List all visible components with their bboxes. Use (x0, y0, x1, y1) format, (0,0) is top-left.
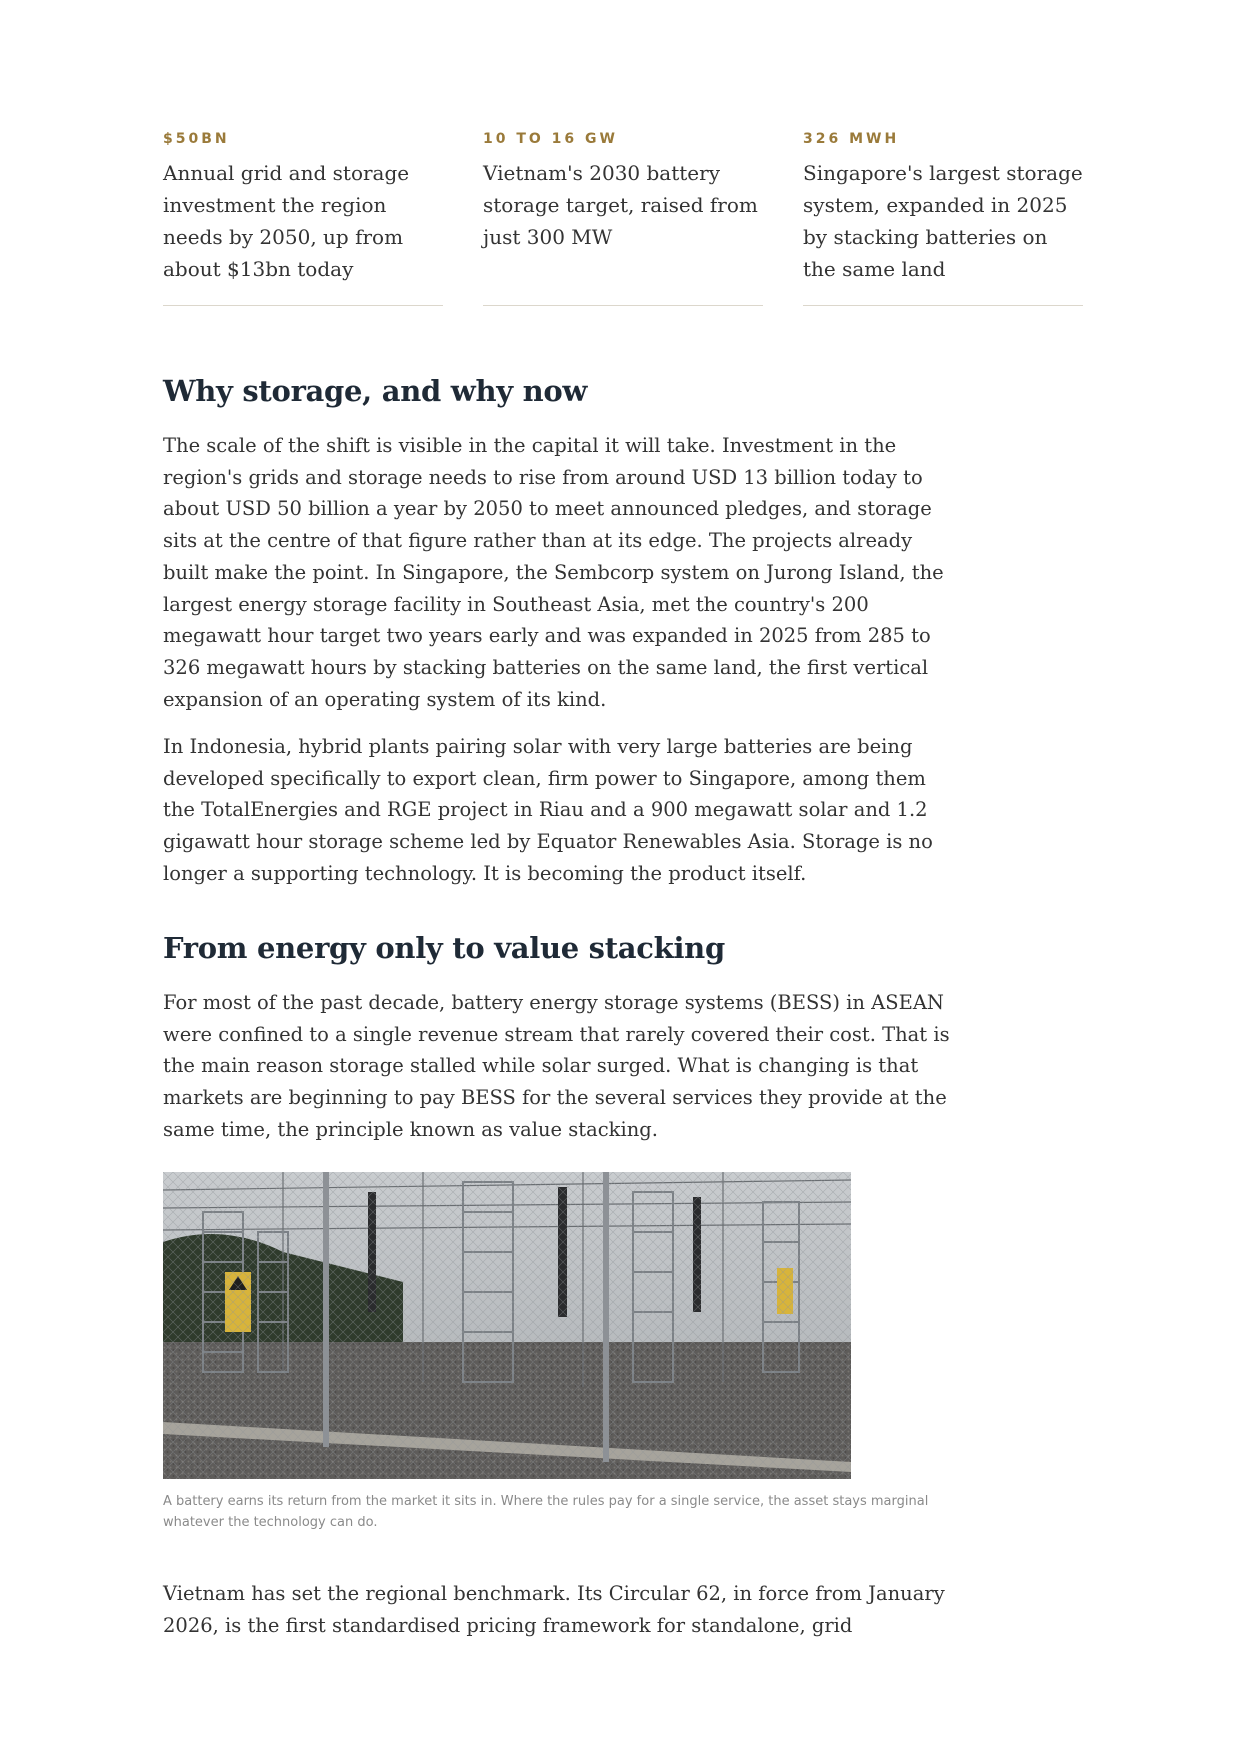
stat-description: Annual grid and storage investment the region needs by 2050, up from about $13bn today (163, 161, 410, 281)
body-paragraph: The scale of the shift is visible in the capital it will take. Investment in the region's grids and storage needs to rise from around USD 13 billion today to about USD 50 billion a year by 2050 to meet announced pledges, and storage sits at the centre of that figure rather than at its edge. The projects already built make the point. In Singapore, the Sembcorp system on Jurong Island, the largest energy storage facility in Southeast Asia, met the country's 200 megawatt hour target two years early and was expanded in 2025 from 285 to 326 megawatt hours by stacking batteries on the same land, the first vertical expansion of an operating system of its kind. (163, 434, 944, 711)
section-heading: From energy only to value stacking (163, 931, 725, 965)
body-paragraph: In Indonesia, hybrid plants pairing solar with very large batteries are being developed specifically to export clean, firm power to Singapore, among them the TotalEnergies and RGE project in Riau and a 900 megawatt solar and 1.2 gigawatt hour storage scheme led by Equator Renewables Asia. Storage is no longer a supporting technology. It is becoming the product itself. (163, 735, 933, 885)
body-paragraph: Vietnam has set the regional benchmark. Its Circular 62, in force from January 2026, is the first standardised pricing framework for standalone, grid (163, 1582, 945, 1637)
substation-illustration (163, 1172, 851, 1479)
body-paragraph: For most of the past decade, battery energy storage systems (BESS) in ASEAN were confined to a single revenue stream that rarely covered their cost. That is the main reason storage stalled while solar surged. What is changing is that markets are beginning to pay BESS for the several services they provide at the same time, the principle known as value stacking. (163, 991, 950, 1141)
stat-kicker: $50BN (163, 131, 230, 147)
stats-row (163, 131, 1093, 306)
stat-kicker: 326 MWH (803, 131, 900, 147)
substation-photo (163, 1172, 851, 1479)
stat-card (163, 131, 443, 306)
stat-description: Singapore's largest storage system, expanded in 2025 by stacking batteries on the same land (803, 161, 1083, 281)
figure-caption: A battery earns its return from the market it sits in. Where the rules pay for a single service, the asset stays marginal whatever the technology can do. (163, 1494, 929, 1530)
stat-card (483, 131, 763, 306)
section-heading: Why storage, and why now (163, 374, 588, 408)
stat-description: Vietnam's 2030 battery storage target, raised from just 300 MW (483, 161, 758, 249)
stat-card (803, 131, 1083, 306)
stat-kicker: 10 TO 16 GW (483, 131, 618, 147)
